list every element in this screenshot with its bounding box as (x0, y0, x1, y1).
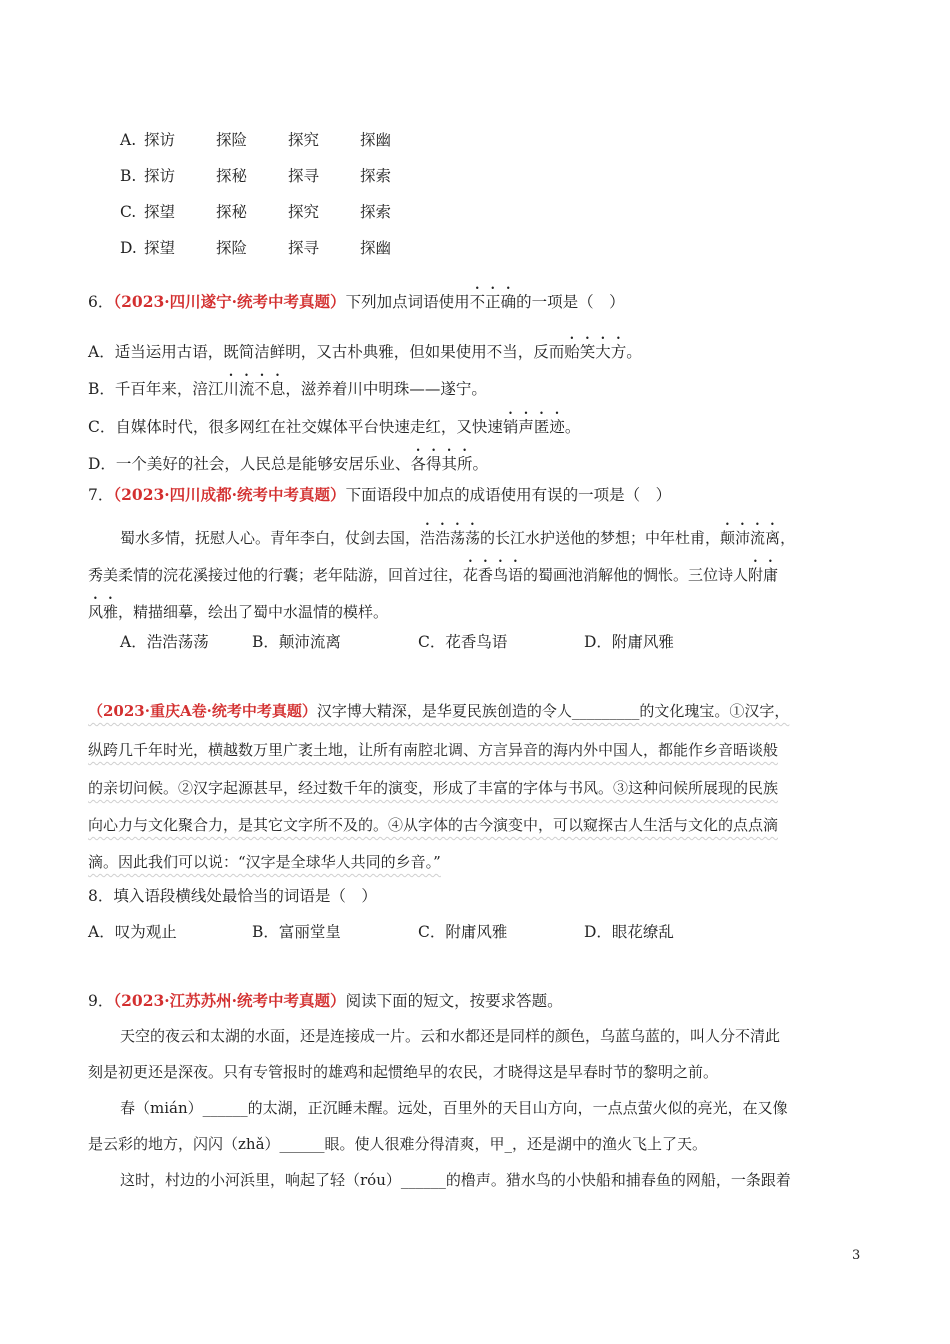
q6-option-c: C．自媒体时代，很多网红在社交媒体平台快速走红，又快速销声匿迹。 (88, 418, 581, 436)
q6-option-b: B．千百年来，涪江川流不息，滋养着川中明珠——遂宁。 (88, 380, 487, 398)
page-number: 3 (852, 1248, 861, 1263)
q5-option-d: D. 探望 探险 探寻 探幽 (120, 239, 392, 257)
q7-source: （2023·四川成都·统考中考真题） (113, 485, 346, 504)
q7-stem: 7．（2023·四川成都·统考中考真题）下面语段中加点的成语使用有误的一项是（ ） (88, 485, 672, 504)
q9-stem: 9．（2023·江苏苏州·统考中考真题）阅读下面的短文，按要求答题。 (88, 991, 563, 1010)
q9-passage-line-3: 春（mián）______的太湖，正沉睡未醒。远处，百里外的天目山方向，一点点萤火似的亮光，在又像 (120, 1099, 788, 1117)
q8-option-a: A．叹为观止 (88, 923, 177, 941)
q8-passage-line-2: 纵跨几千年时光，横越数万里广袤土地，让所有南腔北调、方言异音的海内外中国人，都能作乡音晤谈般 (88, 741, 779, 759)
q8-passage-line-1: （2023·重庆A卷·统考中考真题）汉字博大精深，是华夏民族创造的令人_________的文化瑰宝。①汉字， (88, 702, 790, 720)
q7-option-a: A．浩浩荡荡 (120, 633, 209, 651)
q9-passage-line-5: 这时，村边的小河浜里，响起了轻（róu）______的橹声。猎水鸟的小快船和捕春鱼的网船，一条跟着 (120, 1171, 791, 1189)
q8-option-b: B．富丽堂皇 (252, 923, 341, 941)
q8-options (88, 920, 674, 942)
q7-passage-line-1: 蜀水多情，抚慰人心。青年李白，仗剑去国，浩浩荡荡的长江水护送他的梦想；中年杜甫，颠沛流离， (120, 529, 796, 547)
q6-stem: 6．（2023·四川遂宁·统考中考真题）下列加点词语使用不正确的一项是（ ） (88, 292, 625, 311)
q8-option-c: C．附庸风雅 (418, 923, 508, 941)
q6-source: （2023·四川遂宁·统考中考真题） (113, 292, 346, 311)
q7-passage-line-2: 秀美柔情的浣花溪接过他的行囊；老年陆游，回首过往，花香鸟语的蜀画池消解他的惆怅。三位诗人附庸 (88, 566, 779, 584)
q8-stem: 8．填入语段横线处最恰当的词语是（ ） (88, 887, 377, 905)
q9-passage-line-2: 刻是初更还是深夜。只有专管报时的雄鸡和起惯绝早的农民，才晓得这是早春时节的黎明之前。 (88, 1063, 719, 1081)
q8-passage-line-4: 向心力与文化聚合力，是其它文字所不及的。④从字体的古今演变中，可以窥探古人生活与文化的点点滴 (88, 816, 779, 834)
q6-option-a: A．适当运用古语，既简洁鲜明，又古朴典雅，但如果使用不当，反而贻笑大方。 (88, 343, 642, 361)
q9-passage-line-4: 是云彩的地方，闪闪（zhǎ）______眼。使人很难分得清爽，甲_，还是湖中的渔火飞上了天。 (88, 1135, 708, 1153)
q8-option-d: D．眼花缭乱 (584, 923, 674, 941)
q6-option-d: D．一个美好的社会，人民总是能够安居乐业、各得其所。 (88, 455, 488, 473)
q8-passage-line-3: 的亲切问候。②汉字起源甚早，经过数千年的演变，形成了丰富的字体与书风。③这种问候所展现的民族 (88, 779, 779, 797)
q9-passage-line-1: 天空的夜云和太湖的水面，还是连接成一片。云和水都还是同样的颜色，乌蓝乌蓝的，叫人分不清此 (120, 1027, 781, 1045)
q8-source: （2023·重庆A卷·统考中考真题） (88, 702, 317, 720)
q5-option-a: A. 探访 探险 探究 探幽 (120, 131, 392, 149)
q7-option-b: B．颠沛流离 (252, 633, 341, 651)
q5-option-b: B. 探访 探秘 探寻 探索 (120, 167, 392, 185)
q7-options (120, 630, 674, 652)
q9-source: （2023·江苏苏州·统考中考真题） (113, 991, 346, 1010)
q8-passage-line-5: 滴。因此我们可以说：“汉字是全球华人共同的乡音。” (88, 853, 441, 871)
q7-option-c: C．花香鸟语 (418, 633, 508, 651)
q5-option-c: C. 探望 探秘 探究 探索 (120, 203, 392, 221)
q7-passage-line-3: 风雅，精描细摹，绘出了蜀中水温情的模样。 (88, 603, 389, 621)
q7-option-d: D．附庸风雅 (584, 633, 674, 651)
